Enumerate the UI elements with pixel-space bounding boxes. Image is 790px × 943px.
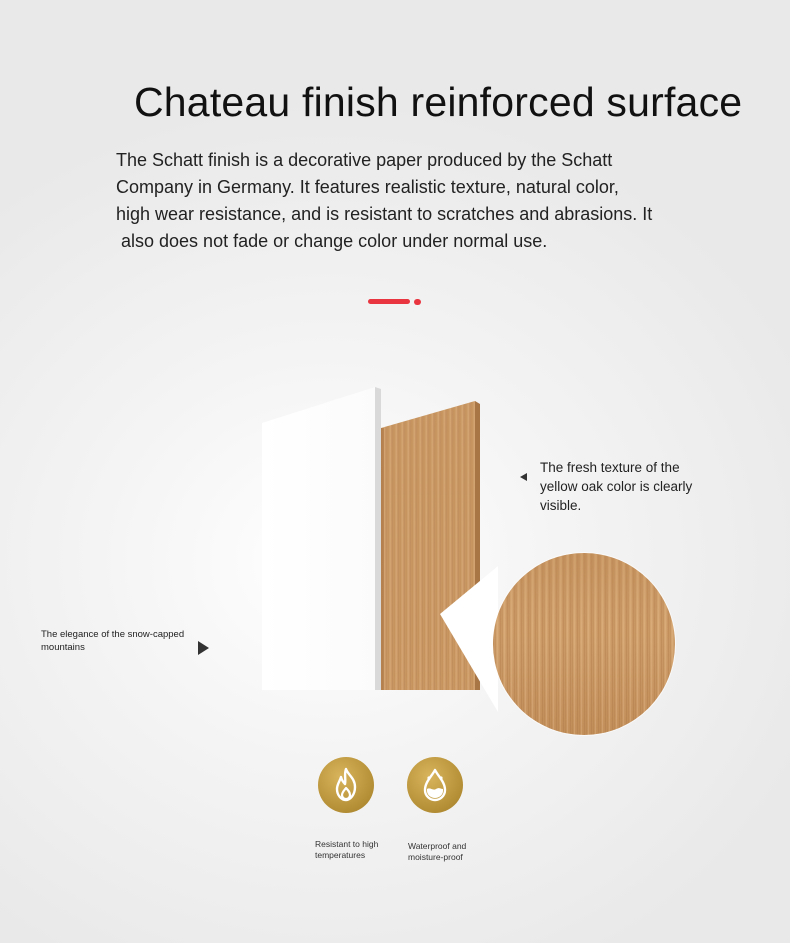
divider-dash xyxy=(368,299,410,304)
callout-pointer-left-icon xyxy=(520,473,528,481)
zoom-pointer xyxy=(440,566,498,712)
water-badge xyxy=(407,757,463,813)
description-line: high wear resistance, and is resistant to scratches and abrasions. It xyxy=(116,204,653,224)
flame-icon xyxy=(329,767,363,803)
snow-white-panel xyxy=(262,387,384,691)
description xyxy=(116,147,686,255)
snow-white-callout: The elegance of the snow-capped mountains xyxy=(41,629,185,653)
description-line: also does not fade or change color under normal use. xyxy=(116,231,548,251)
feature-heat-resistant xyxy=(315,757,379,860)
feature-label: Waterproof and moisture-proof xyxy=(408,841,467,862)
texture-zoom xyxy=(438,552,678,738)
feature-waterproof xyxy=(407,757,467,862)
description-line: Company in Germany. It features realistic texture, natural color, xyxy=(116,177,619,197)
divider-dot xyxy=(414,299,421,305)
page-title: Chateau finish reinforced surface xyxy=(134,79,743,126)
callout-pointer-right-icon xyxy=(198,641,210,655)
water-drop-icon xyxy=(418,767,452,803)
feature-label: Resistant to high temperatures xyxy=(315,839,379,860)
oak-texture-callout: The fresh texture of the yellow oak color is clearly visible. xyxy=(540,460,693,513)
heat-badge xyxy=(318,757,374,813)
description-line: The Schatt finish is a decorative paper produced by the Schatt xyxy=(116,150,613,170)
